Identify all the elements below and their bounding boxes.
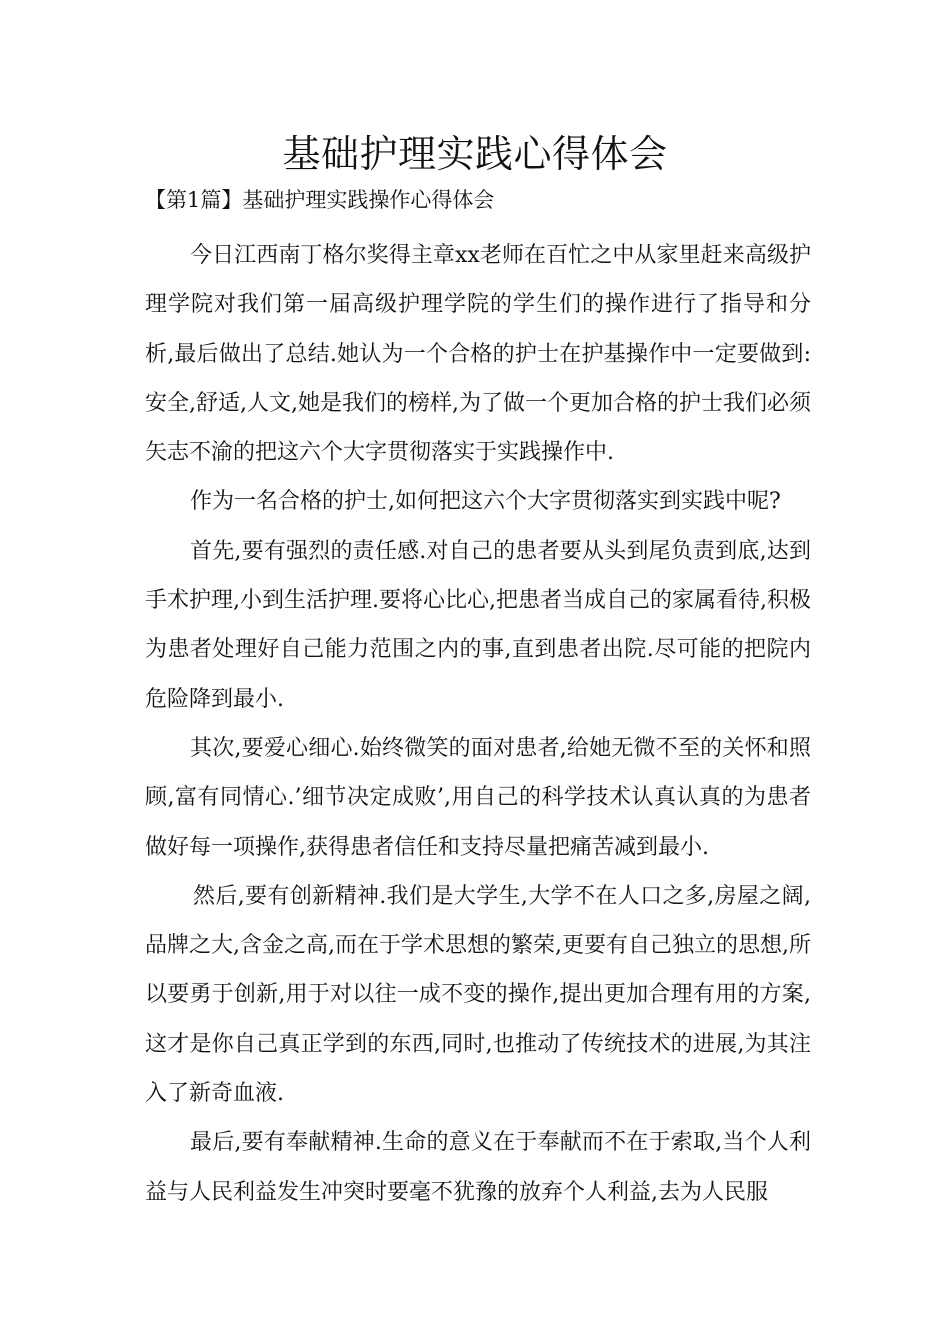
paragraph-third: 然后,要有创新精神.我们是大学生,大学不在人口之多,房屋之阔,品牌之大,含金之高,而在于学术思想的繁荣,更要有自己独立的思想,所以要勇于创新,用于对以往一成不变的操作,提出更加合理有用的方案,这才是你自己真正学到的东西,同时,也推动了传统技术的进展,为其注入了新奇血液. <box>145 883 811 1107</box>
paragraph-question: 作为一名合格的护士,如何把这六个大字贯彻落实到实践中呢? <box>190 489 781 515</box>
document-title: 基础护理实践心得体会 <box>282 132 668 176</box>
paragraph-intro: 今日江西南丁格尔奖得主章xx老师在百忙之中从家里赶来高级护理学院对我们第一届高级护理学院的学生们的操作进行了指导和分析,最后做出了总结.她认为一个合格的护士在护基操作中一定要做到:安全,舒适,人文,她是我们的榜样,为了做一个更加合格的护士我们必须矢志不渝的把这六个大字贯彻落实于实践操作中. <box>145 243 811 466</box>
paragraph-first: 首先,要有强烈的责任感.对自己的患者要从头到尾负责到底,达到手术护理,小到生活护理.要将心比心,把患者当成自己的家属看待,积极为患者处理好自己能力范围之内的事,直到患者出院.尽可能的把院内危险降到最小. <box>145 538 811 712</box>
paragraph-last: 最后,要有奉献精神.生命的意义在于奉献而不在于索取,当个人利益与人民利益发生冲突时要毫不犹豫的放弃个人利益,去为人民服 <box>145 1130 811 1205</box>
document-body <box>145 231 811 1217</box>
paragraph-second: 其次,要爱心细心.始终微笑的面对患者,给她无微不至的关怀和照顾,富有同情心.’细节决定成败’,用自己的科学技术认真认真的为患者做好每一项操作,获得患者信任和支持尽量把痛苦减到最小. <box>145 735 811 860</box>
section-heading: 【第1篇】基础护理实践操作心得体会 <box>145 188 495 212</box>
